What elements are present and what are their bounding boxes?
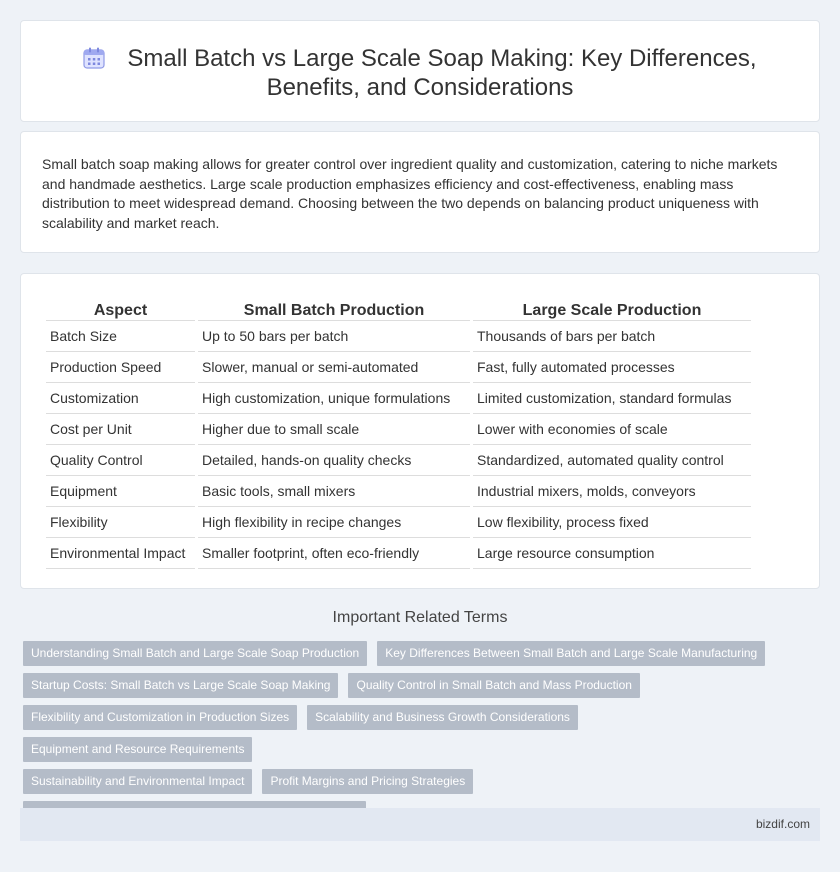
- table-row: [46, 321, 751, 352]
- related-term-link[interactable]: Profit Margins and Pricing Strategies: [262, 769, 473, 794]
- related-term-link[interactable]: Key Differences Between Small Batch and Large Scale Manufacturing: [377, 641, 765, 666]
- table-row: [46, 538, 751, 569]
- header-small-batch: Small Batch Production: [198, 294, 470, 321]
- related-term-link[interactable]: Scalability and Business Growth Considerations: [307, 705, 578, 730]
- cell-aspect: Customization: [46, 383, 195, 414]
- table-header-row: [46, 294, 751, 321]
- calendar-icon: [83, 47, 105, 69]
- related-term-link[interactable]: Startup Costs: Small Batch vs Large Scale Soap Making: [23, 673, 338, 698]
- cell-aspect: Quality Control: [46, 445, 195, 476]
- table-row: [46, 445, 751, 476]
- related-term-link[interactable]: Flexibility and Customization in Production Sizes: [23, 705, 297, 730]
- table-row: [46, 414, 751, 445]
- related-terms-list: [23, 641, 823, 833]
- cell-small-batch: High flexibility in recipe changes: [198, 507, 470, 538]
- cell-aspect: Equipment: [46, 476, 195, 507]
- table-row: [46, 352, 751, 383]
- related-terms-heading: Important Related Terms: [332, 609, 508, 626]
- cell-small-batch: High customization, unique formulations: [198, 383, 470, 414]
- cell-small-batch: Slower, manual or semi-automated: [198, 352, 470, 383]
- cell-large-scale: Fast, fully automated processes: [473, 352, 751, 383]
- comparison-card: [20, 273, 820, 589]
- header-large-scale: Large Scale Production: [473, 294, 751, 321]
- cell-aspect: Batch Size: [46, 321, 195, 352]
- page-title-wrap: [21, 44, 819, 102]
- related-term-link[interactable]: Quality Control in Small Batch and Mass Production: [348, 673, 639, 698]
- footer: [20, 808, 820, 841]
- related-term-link[interactable]: Sustainability and Environmental Impact: [23, 769, 252, 794]
- intro-text: Small batch soap making allows for greater control over ingredient quality and customization, catering to niche markets and handmade aesthetics. Large scale production emphasizes efficiency and cost-effectiveness, enabling mass distribution to meet widespread demand. Choosing between the two depends on balancing product uniqueness with scalability and market reach.: [42, 156, 778, 231]
- cell-aspect: Production Speed: [46, 352, 195, 383]
- cell-large-scale: Low flexibility, process fixed: [473, 507, 751, 538]
- cell-large-scale: Standardized, automated quality control: [473, 445, 751, 476]
- page-title: Small Batch vs Large Scale Soap Making: Key Differences, Benefits, and Considerations: [127, 45, 757, 101]
- cell-large-scale: Limited customization, standard formulas: [473, 383, 751, 414]
- cell-aspect: Cost per Unit: [46, 414, 195, 445]
- cell-small-batch: Basic tools, small mixers: [198, 476, 470, 507]
- table-row: [46, 383, 751, 414]
- site-name[interactable]: bizdif.com: [755, 817, 810, 831]
- cell-small-batch: Smaller footprint, often eco-friendly: [198, 538, 470, 569]
- table-row: [46, 507, 751, 538]
- related-term-link[interactable]: Equipment and Resource Requirements: [23, 737, 252, 762]
- cell-large-scale: Large resource consumption: [473, 538, 751, 569]
- cell-large-scale: Industrial mixers, molds, conveyors: [473, 476, 751, 507]
- cell-large-scale: Thousands of bars per batch: [473, 321, 751, 352]
- comparison-table: [43, 294, 754, 569]
- cell-small-batch: Up to 50 bars per batch: [198, 321, 470, 352]
- cell-large-scale: Lower with economies of scale: [473, 414, 751, 445]
- title-card: [20, 20, 820, 122]
- related-term-link[interactable]: Understanding Small Batch and Large Scale Soap Production: [23, 641, 367, 666]
- cell-small-batch: Detailed, hands-on quality checks: [198, 445, 470, 476]
- cell-small-batch: Higher due to small scale: [198, 414, 470, 445]
- table-row: [46, 476, 751, 507]
- header-aspect: Aspect: [46, 294, 195, 321]
- intro-card: [20, 131, 820, 253]
- cell-aspect: Flexibility: [46, 507, 195, 538]
- cell-aspect: Environmental Impact: [46, 538, 195, 569]
